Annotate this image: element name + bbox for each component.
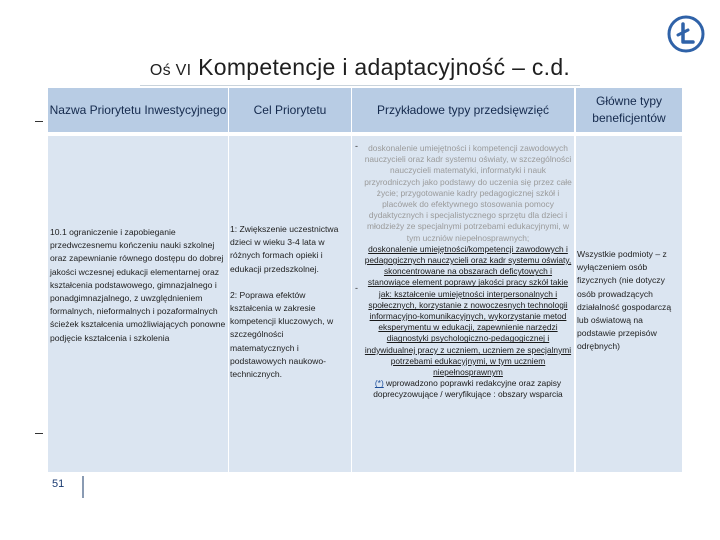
header-project-types-label: Przykładowe typy przedsięwzięć [376,102,550,117]
goal-2-text: 2: Poprawa efektów kształcenia w zakresie kompetencji kluczowych, w szczególności matematycznych i podstawowych naukowo-technicznych. [230,289,334,380]
project-type-1-text: doskonalenie umiejętności i kompetencji zawodowych nauczycieli oraz kadr systemu oświaty, w szczególności nauczycieli matematyki, informatyki i nauk przyrodniczych jako podstawy do uczenia się przez całe życie; przygotowanie kadry pedagogicznej szkół i placówek do efektywnego stosowania pomocy dydaktycznych i specjalistycznego sprzętu dla dzieci i młodzieży ze specjalnymi potrzebami edukacyjnymi, w tym uczniów niepełnosprawnych; [364,143,572,243]
project-type-2-link[interactable]: doskonalenie umiejętności/kompetencji zawodowych i pedagogicznych nauczycieli oraz kadr systemu oświaty, skoncentrowane na obszarach deficytowych i stanowiące element poprawy jakości pracy szkół takie jak: kształcenie umiejętności interpersonalnych i społecznych, korzystanie z nowoczesnych technologii informacyjno-komunikacyjnych, wykorzystanie metod eksperymentu w edukacji, zapewnienie narzędzi diagnostyki psychologiczno-pedagogicznej i indywidualnej pracy z uczniem, uczniem ze specjalnymi potrzebami edukacyjnymi, w tym uczniem niepełnosprawnym [364,243,572,378]
header-beneficiaries [576,88,682,132]
page-number: 51 [52,478,65,490]
bullet-dash-1: - [355,141,358,151]
title-prefix: Oś VI [149,62,192,79]
priority-goal-cell [230,223,348,381]
editorial-note [362,378,574,400]
beneficiaries-text: Wszystkie podmioty – z wyłączeniem osób fizycznych (nie dotyczy osób prowadzących działalność gospodarczą lub oświatową na podstawie przepisów odrębnych) [577,249,672,352]
goal-1-text: 1: Zwiększenie uczestnictwa dzieci w wieku 3-4 lata w różnych formach opieki i edukacji przedszkolnej. [230,224,339,274]
header-project-types [352,88,574,132]
header-priority-goal-label: Cel Priorytetu [253,102,327,117]
bullet-dash-2: - [355,283,358,293]
footer-bar [82,476,84,498]
side-dash-top [35,121,43,122]
header-priority-name-label: Nazwa Priorytetu Inwestycyjnego [49,102,227,117]
header-priority-name [48,88,228,132]
editorial-note-text: wprowadzono poprawki redakcyjne oraz zapisy doprecyzowujące / weryfikujące : obszary wsparcia [373,378,563,400]
title-underline [140,85,580,86]
logo-icon [666,14,706,54]
note-marker: (*) [374,378,384,389]
project-types-cell [362,143,574,401]
title-main: Kompetencje i adaptacyjność – c.d. [198,54,571,80]
slide-title [0,54,720,81]
header-beneficiaries-label: Główne typy beneficjentów [592,94,666,125]
header-priority-goal [229,88,351,132]
priority-name-text: 10.1 ograniczenie i zapobieganie przedwczesnemu kończeniu nauki szkolnej oraz zapewnianie równego dostępu do dobrej jakości wczesnej edukacji elementarnej oraz kształcenia podstawowego, gimnazjalnego i ponadgimnazjalnego, z uwzględnieniem formalnych, nieformalnych i pozaformalnych ścieżek kształcenia umożliwiających ponowne podjęcie kształcenia i szkolenia [50,227,226,343]
side-dash-bottom [35,433,43,434]
